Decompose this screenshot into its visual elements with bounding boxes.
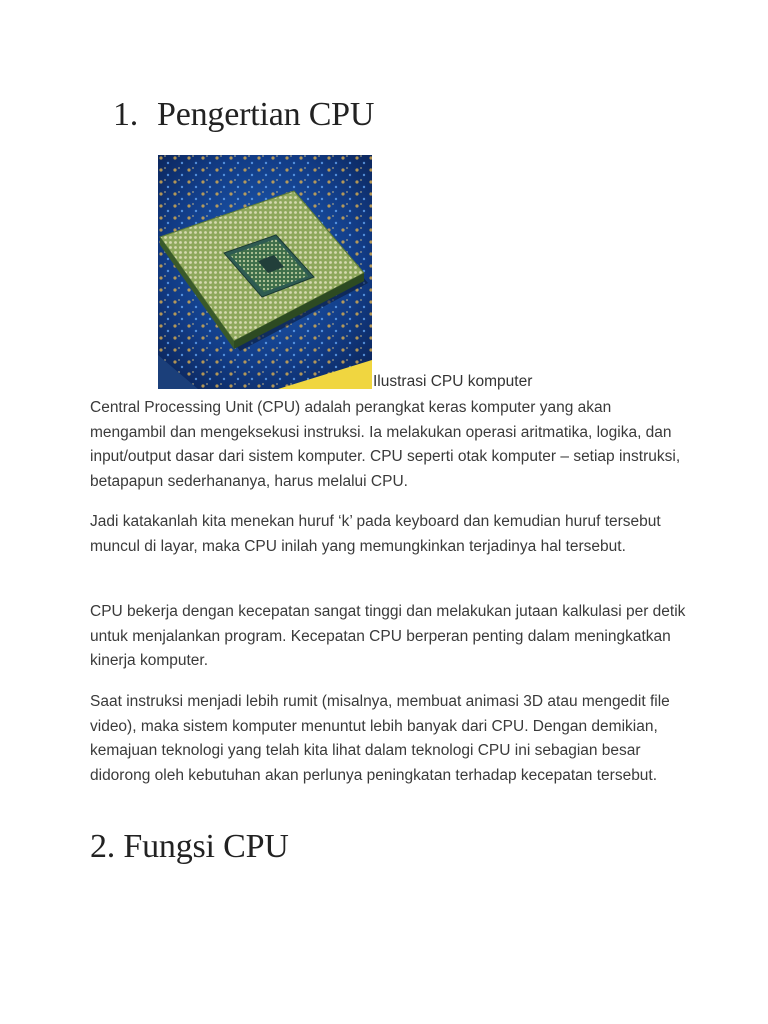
paragraph-complex-instructions: Saat instruksi menjadi lebih rumit (misalnya, membuat animasi 3D atau mengedit file video), maka sistem komputer menuntut lebih banyak dari CPU. Dengan demikian, kemajuan teknologi yang telah kita lihat dalam teknologi CPU ini sebagian besar didorong oleh kebutuhan akan perlunya peningkatan terhadap kecepatan tersebut. [90,693,670,784]
section-heading-pengertian [113,94,374,136]
paragraph-speed: CPU bekerja dengan kecepatan sangat tinggi dan melakukan jutaan kalkulasi per detik untuk menjalankan program. Kecepatan CPU berperan penting dalam meningkatkan kinerja komputer. [90,603,686,669]
paragraph-definition: Central Processing Unit (CPU) adalah perangkat keras komputer yang akan mengambil dan mengeksekusi instruksi. Ia melakukan operasi aritmatika, logika, dan input/output dasar dari sistem komputer. CPU seperti otak komputer – setiap instruksi, betapapun sederhananya, harus melalui CPU. [90,399,681,490]
section-number: 1. [113,96,139,133]
paragraph-keyboard-example: Jadi katakanlah kita menekan huruf ‘k’ pada keyboard dan kemudian huruf tersebut muncul di layar, maka CPU inilah yang memungkinkan terjadinya hal tersebut. [90,513,661,555]
cpu-chip-image [158,155,372,389]
cpu-chip-icon [158,155,372,389]
section-title: Pengertian CPU [157,96,375,133]
image-caption: Ilustrasi CPU komputer [373,373,533,390]
section-heading-fungsi: 2. Fungsi CPU [90,828,289,865]
